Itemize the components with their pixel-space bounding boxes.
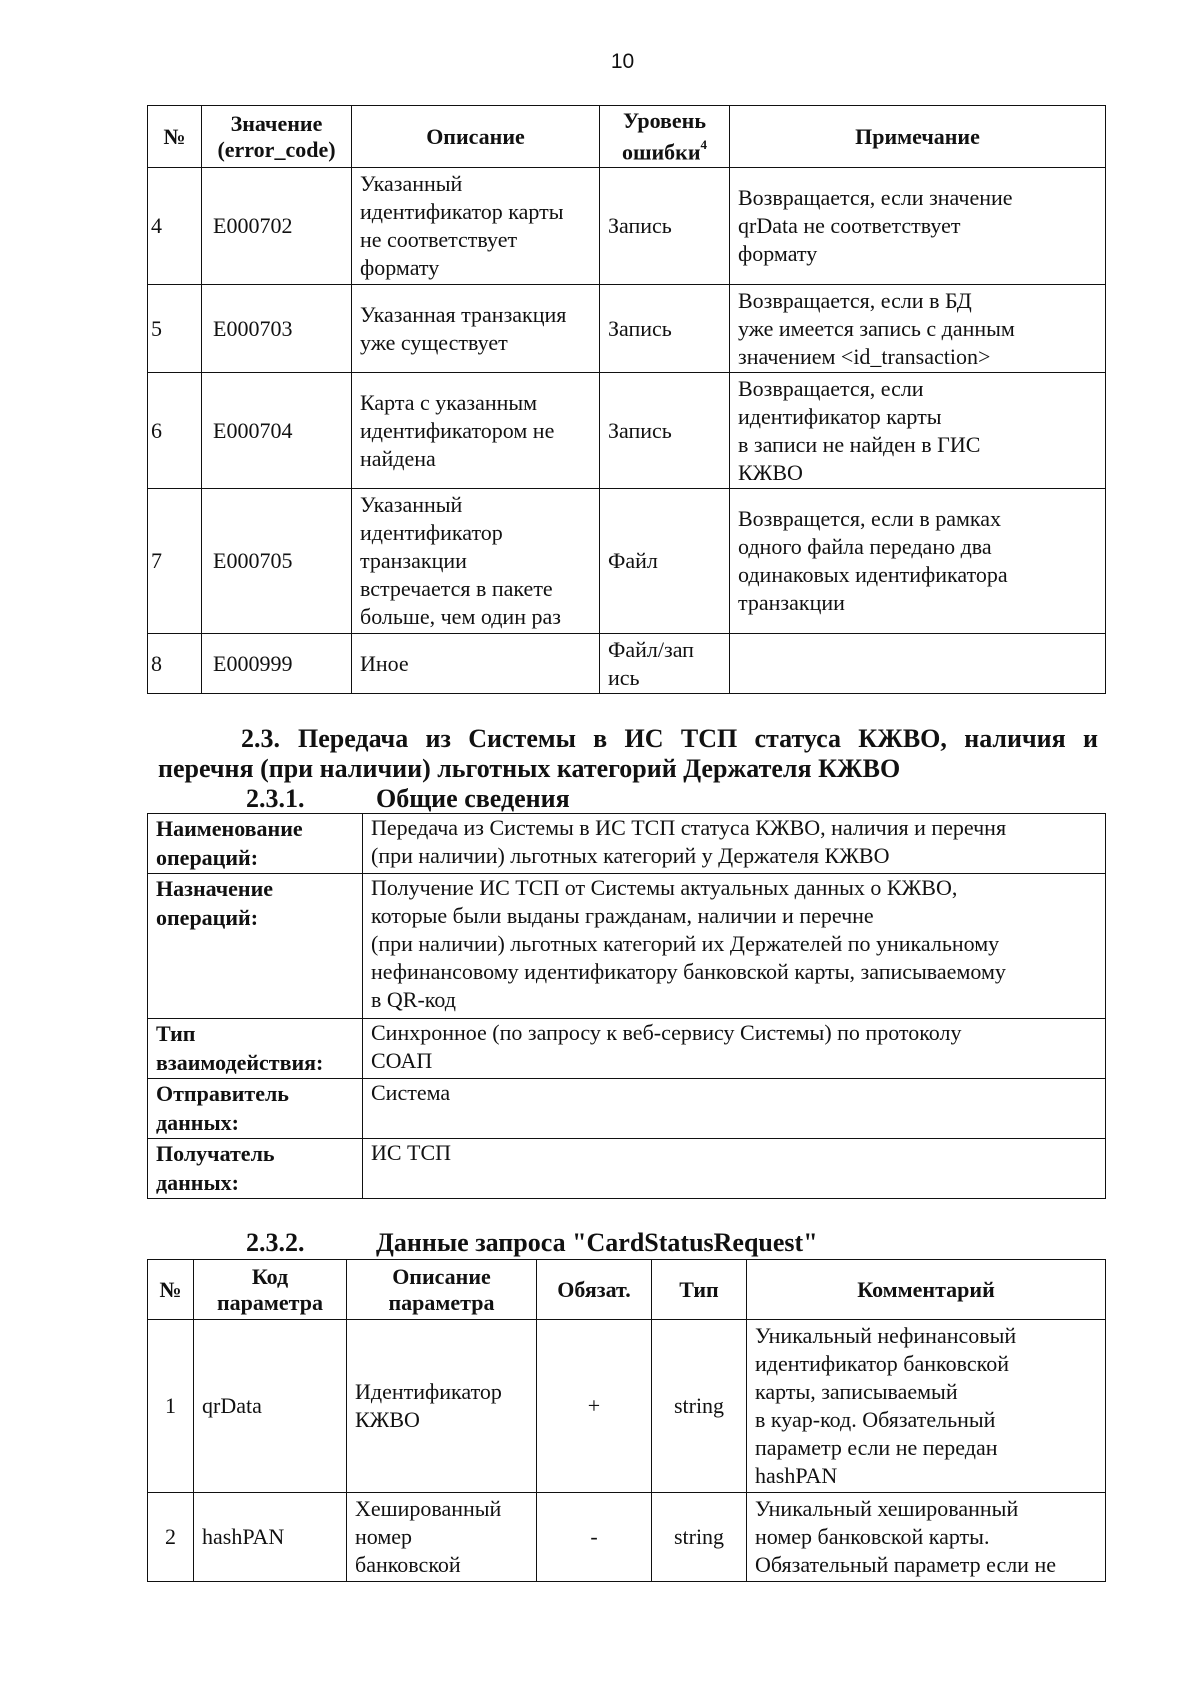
table-row <box>148 1320 1106 1493</box>
section-title: Общие сведения <box>376 784 570 813</box>
section-title: Данные запроса "CardStatusRequest" <box>376 1228 818 1257</box>
row-param-code: hashPAN <box>194 1493 347 1582</box>
header-type: Тип <box>652 1260 747 1320</box>
header-number: № <box>148 1260 194 1320</box>
row-description: Указанный идентификатор карты не соответствует формату <box>352 168 600 285</box>
row-comment: Уникальный нефинансовый идентификатор банковской карты, записываемый в куар-код. Обязательный параметр если не передан hashPAN <box>747 1320 1106 1493</box>
section-heading-2-3 <box>158 724 1098 784</box>
table-row <box>148 373 1106 489</box>
row-note: Возвращается, если идентификатор карты в записи не найден в ГИС КЖВО <box>730 373 1106 489</box>
section-number: 2.3.1. <box>246 784 305 813</box>
row-description: Иное <box>352 634 600 694</box>
info-label: Назначение операций: <box>148 874 363 1019</box>
table-row <box>148 1019 1106 1079</box>
row-number: 8 <box>148 634 202 694</box>
table-row <box>148 1079 1106 1139</box>
row-required: - <box>537 1493 652 1582</box>
info-value: Передача из Системы в ИС ТСП статуса КЖВО, наличия и перечня (при наличии) льготных категорий у Держателя КЖВО <box>363 814 1106 874</box>
header-required: Обязат. <box>537 1260 652 1320</box>
row-type: string <box>652 1493 747 1582</box>
table-header-row <box>148 106 1106 168</box>
row-level: Запись <box>600 168 730 285</box>
row-error-code: E000705 <box>202 489 352 634</box>
row-param-description: Идентификатор КЖВО <box>347 1320 537 1493</box>
row-number: 5 <box>148 285 202 373</box>
row-comment: Уникальный хешированный номер банковской карты. Обязательный параметр если не <box>747 1493 1106 1582</box>
info-value: Система <box>363 1079 1106 1139</box>
table-row <box>148 168 1106 285</box>
table-header-row <box>148 1260 1106 1320</box>
header-note: Примечание <box>730 106 1106 168</box>
row-number: 4 <box>148 168 202 285</box>
table-row <box>148 489 1106 634</box>
row-param-code: qrData <box>194 1320 347 1493</box>
row-number: 6 <box>148 373 202 489</box>
row-description: Указанный идентификатор транзакции встречается в пакете больше, чем один раз <box>352 489 600 634</box>
page-number: 10 <box>610 50 635 73</box>
header-param-description: Описание параметра <box>347 1260 537 1320</box>
info-label: Получатель данных: <box>148 1139 363 1199</box>
table-row <box>148 285 1106 373</box>
table-row <box>148 1493 1106 1582</box>
footnote-mark: 4 <box>700 137 708 152</box>
row-note: Возвращется, если в рамках одного файла передано два одинаковых идентификатора транзакции <box>730 489 1106 634</box>
table-row <box>148 634 1106 694</box>
row-level: Файл <box>600 489 730 634</box>
row-error-code: E000704 <box>202 373 352 489</box>
row-level: Запись <box>600 373 730 489</box>
row-type: string <box>652 1320 747 1493</box>
section-heading-2-3-1 <box>246 784 570 814</box>
row-note: Возвращается, если в БД уже имеется запись с данным значением <id_transaction> <box>730 285 1106 373</box>
row-description: Карта с указанным идентификатором не найдена <box>352 373 600 489</box>
header-error-level-text: Уровень ошибки <box>621 108 706 165</box>
section-number: 2.3. <box>241 724 280 753</box>
row-required: + <box>537 1320 652 1493</box>
row-note <box>730 634 1106 694</box>
header-error-level <box>600 106 730 168</box>
row-param-description: Хешированный номер банковской <box>347 1493 537 1582</box>
table-row <box>148 814 1106 874</box>
header-comment: Комментарий <box>747 1260 1106 1320</box>
section-title: Передача из Системы в ИС ТСП статуса КЖВО, наличия и перечня (при наличии) льготных категорий Держателя КЖВО <box>158 724 1098 783</box>
header-param-code: Код параметра <box>194 1260 347 1320</box>
row-error-code: E000999 <box>202 634 352 694</box>
section-heading-2-3-2 <box>246 1228 818 1258</box>
row-number: 2 <box>148 1493 194 1582</box>
section-number: 2.3.2. <box>246 1228 305 1257</box>
row-error-code: E000703 <box>202 285 352 373</box>
row-description: Указанная транзакция уже существует <box>352 285 600 373</box>
info-value: ИС ТСП <box>363 1139 1106 1199</box>
row-error-code: E000702 <box>202 168 352 285</box>
info-label: Наименование операций: <box>148 814 363 874</box>
info-label: Тип взаимодействия: <box>148 1019 363 1079</box>
header-error-code: Значение (error_code) <box>202 106 352 168</box>
info-value: Получение ИС ТСП от Системы актуальных данных о КЖВО, которые были выданы гражданам, наличии и перечне (при наличии) льготных категорий их Держателей по уникальному нефинансовому идентификатору банковской карты, записываемому в QR-код <box>363 874 1106 1019</box>
row-level: Запись <box>600 285 730 373</box>
table-row <box>148 1139 1106 1199</box>
table-row <box>148 874 1106 1019</box>
header-description: Описание <box>352 106 600 168</box>
operation-info-table <box>147 813 1106 1199</box>
row-note: Возвращается, если значение qrData не соответствует формату <box>730 168 1106 285</box>
info-value: Синхронное (по запросу к веб-сервису Системы) по протоколу СОАП <box>363 1019 1106 1079</box>
row-level: Файл/зап ись <box>600 634 730 694</box>
row-number: 1 <box>148 1320 194 1493</box>
error-codes-table <box>147 105 1106 694</box>
info-label: Отправитель данных: <box>148 1079 363 1139</box>
header-number: № <box>148 106 202 168</box>
row-number: 7 <box>148 489 202 634</box>
request-params-table <box>147 1259 1106 1582</box>
